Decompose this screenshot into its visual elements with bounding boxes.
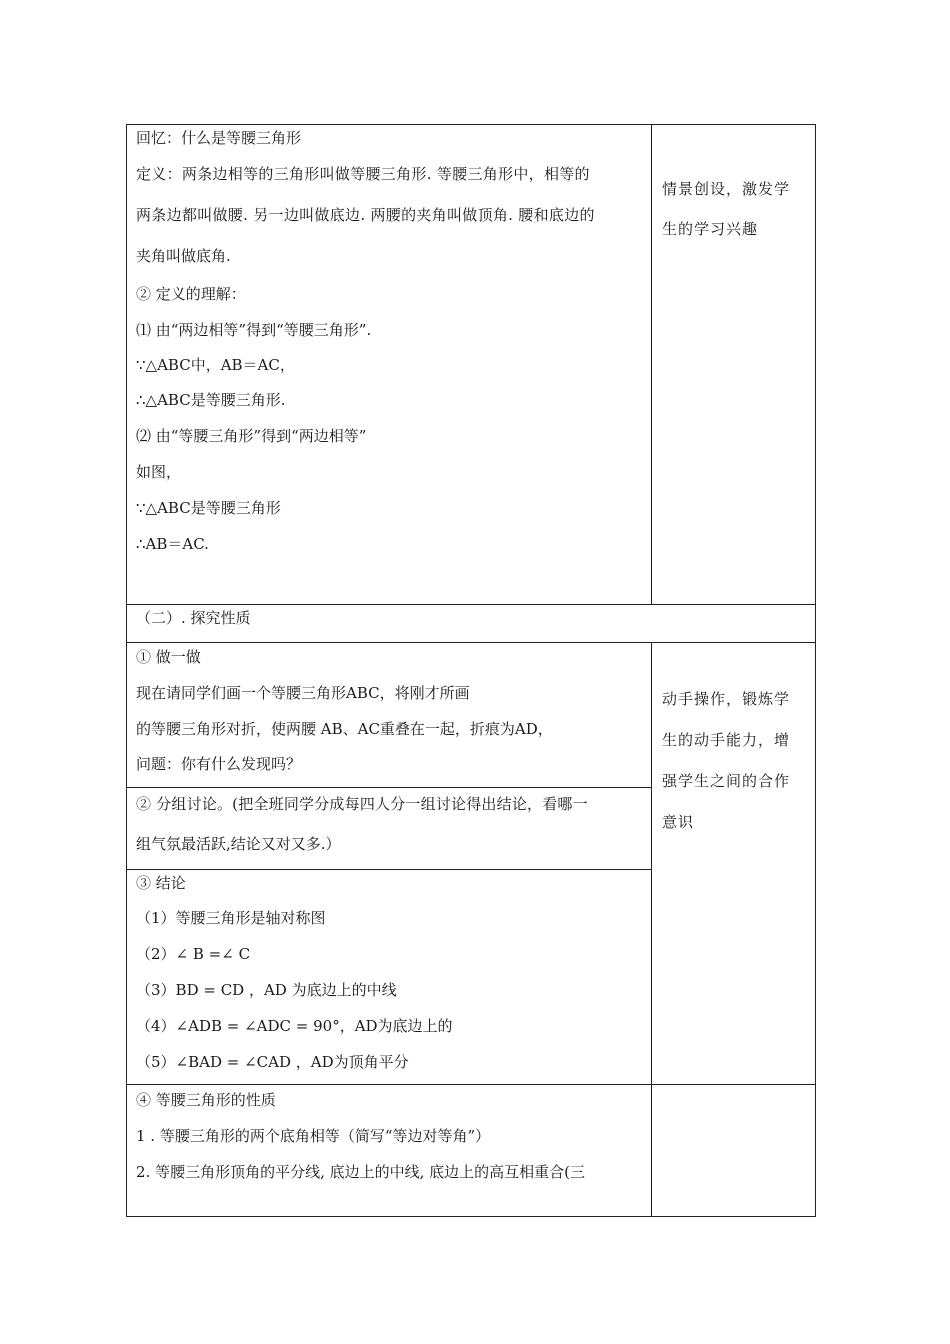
activity-title: ① 做一做 [136, 648, 201, 666]
conclusion-item-5: （5）∠BAD = ∠CAD ，AD为顶角平分 [136, 1053, 409, 1071]
proof-line-2: ∴△ABC是等腰三角形. [136, 391, 286, 409]
definition-line-3: 夹角叫做底角. [136, 247, 231, 265]
figure-ref: 如图， [136, 463, 182, 481]
proof-line-1: ∵△ABC中，AB＝AC， [136, 356, 295, 374]
definition-line-1: 定义：两条边相等的三角形叫做等腰三角形. 等腰三角形中，相等的 [136, 165, 590, 183]
proof-line-4: ∴AB＝AC. [136, 535, 209, 553]
definition-line-2: 两条边都叫做腰. 另一边叫做底边. 两腰的夹角叫做顶角. 腰和底边的 [136, 206, 595, 224]
recall-heading: 回忆：什么是等腰三角形 [136, 129, 302, 147]
remark-2-line-1: 动手操作，锻炼学 [662, 690, 791, 708]
activity-line-1: 现在请同学们画一个等腰三角形ABC，将刚才所画 [136, 684, 470, 702]
property-1: 1 . 等腰三角形的两个底角相等（简写“等边对等角”） [136, 1127, 491, 1145]
remark-2-line-2: 生的动手能力，增 [662, 731, 791, 749]
conclusion-item-3: （3）BD = CD ，AD 为底边上的中线 [136, 981, 397, 999]
activity-line-2: 的等腰三角形对折，使两腰 AB、AC重叠在一起，折痕为AD， [136, 720, 553, 738]
conclusion-item-1: （1）等腰三角形是轴对称图 [136, 909, 326, 927]
conclusion-item-4: （4）∠ADB = ∠ADC = 90°，AD为底边上的 [136, 1017, 453, 1035]
conclusion-item-2: （2）∠ B =∠ C [136, 945, 251, 963]
understanding-heading: ② 定义的理解： [136, 285, 246, 303]
remark-2-line-4: 意识 [662, 813, 695, 831]
understanding-point-1: ⑴ 由“两边相等”得到“等腰三角形”. [136, 321, 372, 339]
proof-line-3: ∵△ABC是等腰三角形 [136, 499, 281, 517]
remark-2-line-3: 强学生之间的合作 [662, 772, 791, 790]
understanding-point-2: ⑵ 由“等腰三角形”得到“两边相等” [136, 427, 367, 445]
section-heading: （二）. 探究性质 [136, 609, 251, 627]
remark-1-line-2: 生的学习兴趣 [662, 220, 759, 238]
conclusion-title: ③ 结论 [136, 874, 186, 892]
properties-title: ④ 等腰三角形的性质 [136, 1091, 276, 1109]
discussion-line-1: ② 分组讨论。(把全班同学分成每四人分一组讨论得出结论，看哪一 [136, 795, 588, 813]
property-2: 2. 等腰三角形顶角的平分线, 底边上的中线, 底边上的高互相重合(三 [136, 1163, 586, 1181]
discussion-line-2: 组气氛最活跃,结论又对又多.） [136, 835, 341, 853]
remark-1-line-1: 情景创设，激发学 [662, 180, 791, 198]
activity-line-3: 问题：你有什么发现吗？ [136, 755, 302, 773]
